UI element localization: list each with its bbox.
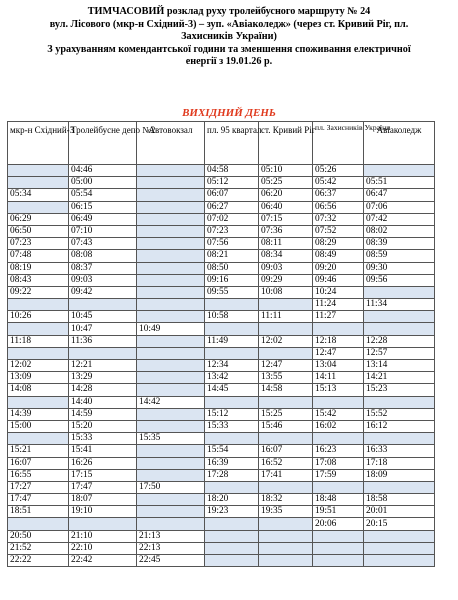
time-cell: 09:56 [364, 274, 435, 286]
time-cell [137, 250, 205, 262]
time-cell: 21:52 [8, 542, 69, 554]
table-row [8, 555, 435, 567]
time-cell: 09:29 [259, 274, 313, 286]
time-cell [259, 433, 313, 445]
time-cell [8, 323, 69, 335]
time-cell: 17:50 [137, 481, 205, 493]
table-row [8, 323, 435, 335]
time-cell [364, 481, 435, 493]
table-row [8, 542, 435, 554]
time-cell: 07:02 [205, 213, 259, 225]
time-cell: 08:39 [364, 238, 435, 250]
time-cell: 06:29 [8, 213, 69, 225]
time-cell: 09:22 [8, 286, 69, 298]
time-cell: 06:40 [259, 201, 313, 213]
time-cell: 13:29 [69, 372, 137, 384]
table-row [8, 445, 435, 457]
time-cell: 08:19 [8, 262, 69, 274]
time-cell: 17:59 [313, 469, 364, 481]
time-cell [8, 396, 69, 408]
time-cell [364, 542, 435, 554]
time-cell: 20:01 [364, 506, 435, 518]
table-row [8, 347, 435, 359]
column-header: Авіаколедж [364, 122, 435, 165]
time-cell: 07:43 [69, 238, 137, 250]
table-row [8, 225, 435, 237]
time-cell: 05:10 [259, 165, 313, 177]
time-cell: 07:06 [364, 201, 435, 213]
time-cell [69, 518, 137, 530]
time-cell: 15:23 [364, 384, 435, 396]
time-cell [364, 311, 435, 323]
time-cell: 14:58 [259, 384, 313, 396]
time-cell: 14:45 [205, 384, 259, 396]
time-cell: 11:18 [8, 335, 69, 347]
time-cell [8, 201, 69, 213]
table-row [8, 494, 435, 506]
time-cell: 17:28 [205, 469, 259, 481]
time-cell: 05:00 [69, 177, 137, 189]
time-cell: 13:04 [313, 360, 364, 372]
time-cell [259, 542, 313, 554]
time-cell: 15:46 [259, 420, 313, 432]
time-cell: 14:42 [137, 396, 205, 408]
schedule-header [0, 6, 458, 69]
time-cell: 17:41 [259, 469, 313, 481]
time-cell: 12:28 [364, 335, 435, 347]
time-cell: 21:13 [137, 530, 205, 542]
time-cell [259, 530, 313, 542]
time-cell: 06:47 [364, 189, 435, 201]
time-cell [137, 262, 205, 274]
time-cell [313, 542, 364, 554]
time-cell: 08:49 [313, 250, 364, 262]
time-cell [259, 299, 313, 311]
time-cell [137, 165, 205, 177]
table-row [8, 177, 435, 189]
time-cell: 15:35 [137, 433, 205, 445]
time-cell: 09:46 [313, 274, 364, 286]
time-cell [364, 530, 435, 542]
time-cell [137, 335, 205, 347]
table-row [8, 360, 435, 372]
header-note: З урахуванням комендантської години та зменшення споживання електричної [47, 43, 411, 55]
time-cell [8, 347, 69, 359]
time-cell [8, 165, 69, 177]
time-cell: 05:54 [69, 189, 137, 201]
time-cell: 07:42 [364, 213, 435, 225]
time-cell: 05:34 [8, 189, 69, 201]
time-cell [205, 323, 259, 335]
time-cell [205, 299, 259, 311]
time-cell: 18:20 [205, 494, 259, 506]
time-cell: 10:47 [69, 323, 137, 335]
time-cell: 07:48 [8, 250, 69, 262]
time-cell: 06:49 [69, 213, 137, 225]
time-cell: 16:33 [364, 445, 435, 457]
header-note-date: енергії з 19.01.26 р. [185, 56, 273, 68]
time-cell: 08:34 [259, 250, 313, 262]
time-cell [313, 433, 364, 445]
column-header: пл. Захисників України [313, 122, 364, 165]
column-header: пл. 95 квартал [205, 122, 259, 165]
time-cell: 14:08 [8, 384, 69, 396]
time-cell: 22:13 [137, 542, 205, 554]
column-header: Тролейбусне депо №2 [69, 122, 137, 165]
time-cell [137, 347, 205, 359]
time-cell: 10:24 [313, 286, 364, 298]
table-row [8, 506, 435, 518]
time-cell: 11:11 [259, 311, 313, 323]
time-cell: 15:21 [8, 445, 69, 457]
time-cell: 11:36 [69, 335, 137, 347]
table-row [8, 274, 435, 286]
time-cell: 13:14 [364, 360, 435, 372]
time-cell [137, 445, 205, 457]
table-row [8, 201, 435, 213]
time-cell: 15:33 [69, 433, 137, 445]
time-cell: 11:34 [364, 299, 435, 311]
table-row [8, 408, 435, 420]
time-cell: 10:58 [205, 311, 259, 323]
table-row [8, 420, 435, 432]
time-cell [205, 433, 259, 445]
time-cell: 12:47 [259, 360, 313, 372]
time-cell: 12:47 [313, 347, 364, 359]
time-cell: 21:10 [69, 530, 137, 542]
time-cell: 13:42 [205, 372, 259, 384]
time-cell [8, 518, 69, 530]
time-cell: 12:18 [313, 335, 364, 347]
time-cell: 18:07 [69, 494, 137, 506]
time-cell [8, 299, 69, 311]
time-cell: 10:26 [8, 311, 69, 323]
time-cell [205, 530, 259, 542]
table-row [8, 286, 435, 298]
time-cell: 09:03 [259, 262, 313, 274]
time-cell: 11:49 [205, 335, 259, 347]
time-cell: 15:00 [8, 420, 69, 432]
time-cell: 17:47 [69, 481, 137, 493]
time-cell: 18:51 [8, 506, 69, 518]
table-row [8, 299, 435, 311]
table-row [8, 372, 435, 384]
time-cell: 07:23 [8, 238, 69, 250]
table-row [8, 384, 435, 396]
table-row [8, 396, 435, 408]
time-cell [313, 555, 364, 567]
table-row [8, 189, 435, 201]
header-route-cont: Захисників України) [181, 31, 277, 43]
time-cell [137, 469, 205, 481]
time-cell [205, 396, 259, 408]
time-cell [69, 299, 137, 311]
time-cell: 12:02 [259, 335, 313, 347]
column-header: Автовокзал [137, 122, 205, 165]
time-cell: 18:32 [259, 494, 313, 506]
time-cell: 05:42 [313, 177, 364, 189]
time-cell [137, 360, 205, 372]
time-cell [364, 433, 435, 445]
time-cell: 12:34 [205, 360, 259, 372]
time-cell [137, 311, 205, 323]
time-cell: 16:07 [259, 445, 313, 457]
table-row [8, 457, 435, 469]
time-cell: 15:41 [69, 445, 137, 457]
time-cell: 07:32 [313, 213, 364, 225]
time-cell [364, 286, 435, 298]
time-cell [205, 542, 259, 554]
time-cell [69, 347, 137, 359]
time-cell: 17:27 [8, 481, 69, 493]
time-cell [137, 506, 205, 518]
time-cell: 16:12 [364, 420, 435, 432]
time-cell [137, 225, 205, 237]
time-cell [364, 323, 435, 335]
time-cell: 22:45 [137, 555, 205, 567]
time-cell: 08:08 [69, 250, 137, 262]
time-cell: 13:55 [259, 372, 313, 384]
time-cell: 04:46 [69, 165, 137, 177]
time-cell: 08:37 [69, 262, 137, 274]
time-cell: 08:11 [259, 238, 313, 250]
time-cell: 22:22 [8, 555, 69, 567]
time-cell: 19:23 [205, 506, 259, 518]
time-cell: 19:35 [259, 506, 313, 518]
time-cell [137, 177, 205, 189]
time-cell [205, 555, 259, 567]
time-cell: 15:12 [205, 408, 259, 420]
time-cell [137, 189, 205, 201]
time-cell: 14:40 [69, 396, 137, 408]
time-cell: 10:45 [69, 311, 137, 323]
time-cell: 07:23 [205, 225, 259, 237]
time-cell: 06:27 [205, 201, 259, 213]
time-cell: 06:56 [313, 201, 364, 213]
time-cell: 07:36 [259, 225, 313, 237]
table-row [8, 530, 435, 542]
time-cell: 17:47 [8, 494, 69, 506]
time-cell: 08:02 [364, 225, 435, 237]
time-cell: 16:55 [8, 469, 69, 481]
time-cell: 15:54 [205, 445, 259, 457]
time-cell: 12:02 [8, 360, 69, 372]
column-header: ст. Кривий Ріг [259, 122, 313, 165]
time-cell: 15:42 [313, 408, 364, 420]
time-cell [259, 323, 313, 335]
time-cell: 14:28 [69, 384, 137, 396]
time-cell [205, 481, 259, 493]
table-row [8, 311, 435, 323]
time-cell [137, 384, 205, 396]
time-cell: 22:10 [69, 542, 137, 554]
day-type-title: ВИХІДНИЙ ДЕНЬ [182, 107, 276, 119]
time-cell [137, 274, 205, 286]
time-cell: 09:42 [69, 286, 137, 298]
table-row [8, 433, 435, 445]
time-cell: 15:20 [69, 420, 137, 432]
time-cell: 16:02 [313, 420, 364, 432]
timetable [7, 121, 435, 567]
time-cell: 06:15 [69, 201, 137, 213]
time-cell [137, 286, 205, 298]
time-cell: 17:18 [364, 457, 435, 469]
time-cell: 07:52 [313, 225, 364, 237]
time-cell: 08:50 [205, 262, 259, 274]
time-cell [137, 494, 205, 506]
time-cell: 10:49 [137, 323, 205, 335]
time-cell [137, 299, 205, 311]
table-row [8, 262, 435, 274]
time-cell: 08:21 [205, 250, 259, 262]
table-row [8, 213, 435, 225]
time-cell: 16:26 [69, 457, 137, 469]
table-row [8, 469, 435, 481]
time-cell [205, 347, 259, 359]
time-cell: 20:06 [313, 518, 364, 530]
time-cell: 15:33 [205, 420, 259, 432]
table-row [8, 250, 435, 262]
time-cell [137, 457, 205, 469]
time-cell: 08:43 [8, 274, 69, 286]
time-cell: 11:24 [313, 299, 364, 311]
time-cell: 05:26 [313, 165, 364, 177]
time-cell: 19:51 [313, 506, 364, 518]
time-cell: 10:08 [259, 286, 313, 298]
time-cell: 04:58 [205, 165, 259, 177]
time-cell: 14:39 [8, 408, 69, 420]
time-cell: 15:52 [364, 408, 435, 420]
time-cell [259, 518, 313, 530]
time-cell: 16:39 [205, 457, 259, 469]
time-cell: 09:20 [313, 262, 364, 274]
time-cell: 09:16 [205, 274, 259, 286]
time-cell [313, 530, 364, 542]
header-title: ТИМЧАСОВИЙ розклад руху тролейбусного маршруту № 24 [87, 6, 371, 17]
time-cell: 11:27 [313, 311, 364, 323]
time-cell: 05:12 [205, 177, 259, 189]
time-cell [313, 481, 364, 493]
time-cell: 14:59 [69, 408, 137, 420]
time-cell: 17:15 [69, 469, 137, 481]
header-route: вул. Лісового (мкр-н Східний-3) – зуп. «Авіаколедж» (через ст. Кривий Ріг, пл. [49, 18, 409, 30]
time-cell: 20:50 [8, 530, 69, 542]
time-cell [313, 323, 364, 335]
time-cell [137, 518, 205, 530]
time-cell: 06:37 [313, 189, 364, 201]
time-cell: 09:30 [364, 262, 435, 274]
time-cell [137, 408, 205, 420]
time-cell [259, 555, 313, 567]
time-cell: 12:21 [69, 360, 137, 372]
time-cell [8, 177, 69, 189]
time-cell [259, 396, 313, 408]
time-cell: 08:29 [313, 238, 364, 250]
time-cell: 06:07 [205, 189, 259, 201]
time-cell: 06:50 [8, 225, 69, 237]
table-row [8, 335, 435, 347]
time-cell [364, 165, 435, 177]
time-cell [137, 213, 205, 225]
table-row [8, 238, 435, 250]
time-cell: 18:09 [364, 469, 435, 481]
time-cell [259, 347, 313, 359]
time-cell: 19:10 [69, 506, 137, 518]
table-row [8, 165, 435, 177]
time-cell: 16:07 [8, 457, 69, 469]
timetable-body [8, 165, 435, 567]
timetable-header-row [8, 122, 435, 165]
time-cell: 07:15 [259, 213, 313, 225]
time-cell [205, 518, 259, 530]
time-cell: 05:25 [259, 177, 313, 189]
time-cell: 22:42 [69, 555, 137, 567]
table-row [8, 518, 435, 530]
time-cell [364, 555, 435, 567]
time-cell: 15:13 [313, 384, 364, 396]
time-cell: 07:10 [69, 225, 137, 237]
time-cell: 18:58 [364, 494, 435, 506]
time-cell: 12:57 [364, 347, 435, 359]
table-row [8, 481, 435, 493]
time-cell: 14:21 [364, 372, 435, 384]
time-cell: 07:56 [205, 238, 259, 250]
time-cell [137, 201, 205, 213]
time-cell: 16:23 [313, 445, 364, 457]
time-cell: 20:15 [364, 518, 435, 530]
time-cell: 15:25 [259, 408, 313, 420]
column-header: мкр-н Східний-3 [8, 122, 69, 165]
time-cell: 09:03 [69, 274, 137, 286]
time-cell: 17:08 [313, 457, 364, 469]
time-cell: 08:59 [364, 250, 435, 262]
time-cell [364, 396, 435, 408]
time-cell: 06:20 [259, 189, 313, 201]
time-cell [259, 481, 313, 493]
time-cell [137, 238, 205, 250]
time-cell: 16:52 [259, 457, 313, 469]
time-cell [8, 433, 69, 445]
time-cell [137, 372, 205, 384]
time-cell: 13:09 [8, 372, 69, 384]
time-cell: 09:55 [205, 286, 259, 298]
time-cell [313, 396, 364, 408]
time-cell: 14:11 [313, 372, 364, 384]
time-cell: 18:48 [313, 494, 364, 506]
time-cell: 05:51 [364, 177, 435, 189]
time-cell [137, 420, 205, 432]
